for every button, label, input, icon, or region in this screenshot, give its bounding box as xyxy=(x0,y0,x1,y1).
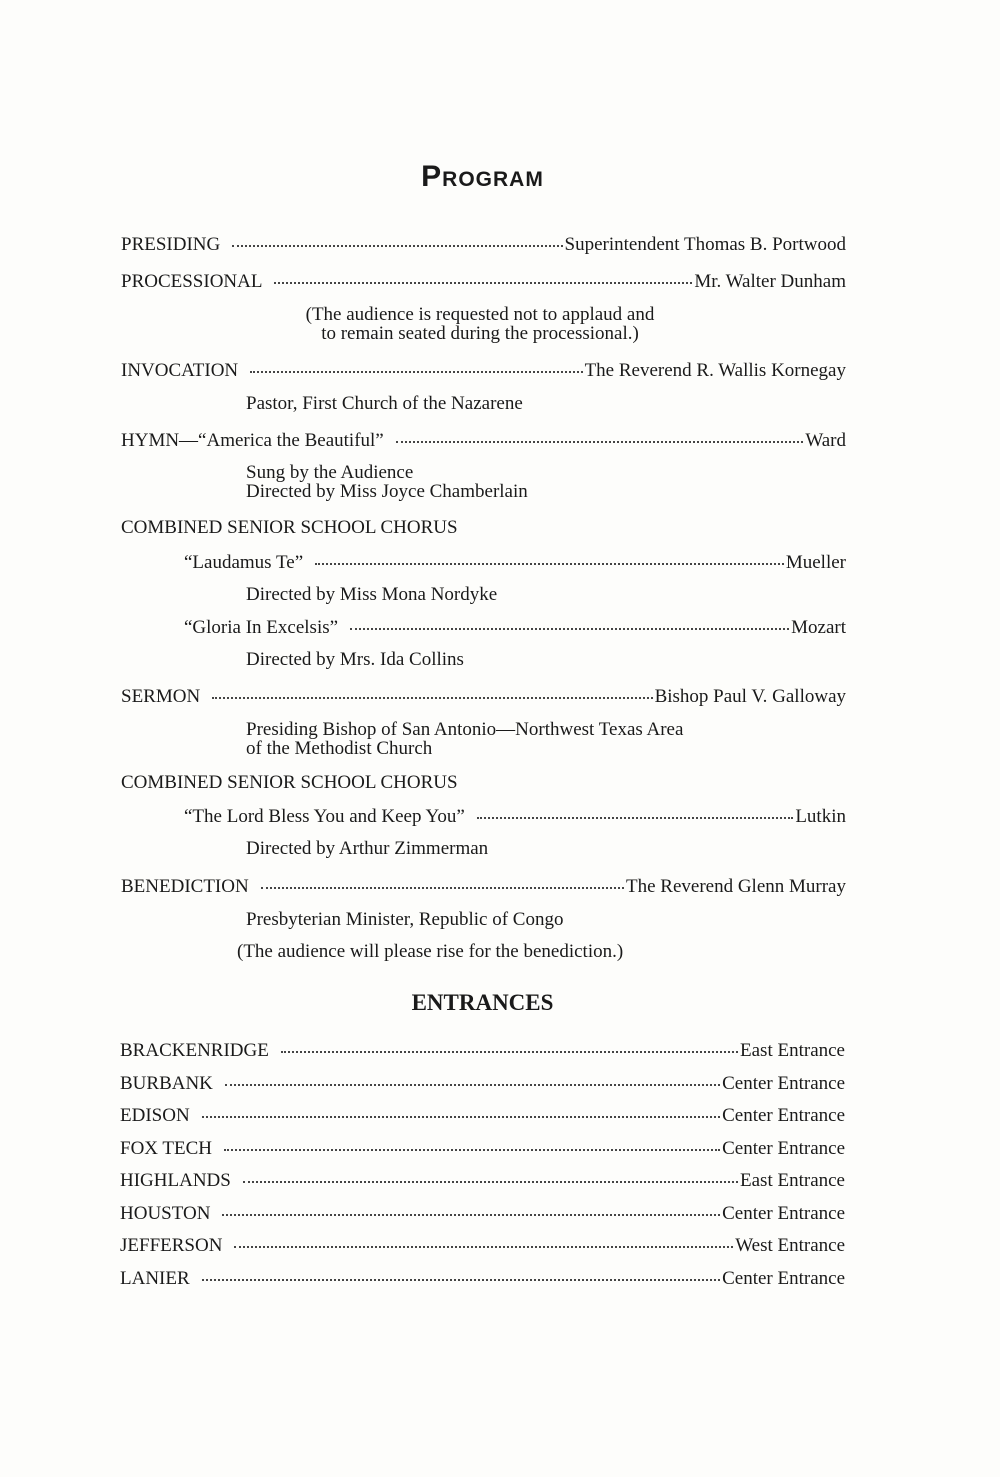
entrance-door: Center Entrance xyxy=(722,1105,845,1126)
invocation-value: The Reverend R. Wallis Kornegay xyxy=(584,360,846,381)
presiding-value: Superintendent Thomas B. Portwood xyxy=(564,234,846,255)
entrance-row xyxy=(120,1073,845,1095)
leader-dots xyxy=(225,1084,720,1086)
leader-dots xyxy=(261,887,624,889)
benediction-label: BENEDICTION xyxy=(121,876,249,897)
hymn-note xyxy=(246,463,528,501)
leader-dots xyxy=(234,1246,733,1248)
benediction-value: The Reverend Glenn Murray xyxy=(625,876,846,897)
hymn-value: Ward xyxy=(805,430,846,451)
program-title: Program xyxy=(421,160,544,193)
chorus2-song1-note: Directed by Arthur Zimmerman xyxy=(246,838,489,859)
leader-dots xyxy=(315,563,784,565)
sermon-label: SERMON xyxy=(121,686,201,707)
sermon-note-line2: of the Methodist Church xyxy=(246,738,433,759)
entrance-row xyxy=(120,1105,845,1127)
processional-row xyxy=(121,271,846,293)
entrance-row xyxy=(120,1040,845,1062)
hymn-row xyxy=(121,430,846,452)
chorus1-song1-title: “Laudamus Te” xyxy=(184,552,304,573)
leader-dots xyxy=(222,1214,720,1216)
leader-dots xyxy=(232,245,562,247)
leader-dots xyxy=(477,817,794,819)
chorus2-song1-title: “The Lord Bless You and Keep You” xyxy=(184,806,465,827)
chorus1-song2-note: Directed by Mrs. Ida Collins xyxy=(246,649,464,670)
entrance-school: HIGHLANDS xyxy=(120,1170,231,1191)
hymn-note-line1: Sung by the Audience xyxy=(246,462,414,483)
leader-dots xyxy=(202,1279,720,1281)
entrance-door: Center Entrance xyxy=(722,1202,845,1224)
entrance-school: EDISON xyxy=(120,1105,190,1126)
entrance-row xyxy=(120,1235,845,1257)
leader-dots xyxy=(250,371,582,373)
entrance-door: Center Entrance xyxy=(722,1267,845,1289)
chorus1-song1-composer: Mueller xyxy=(785,552,846,573)
entrance-row xyxy=(120,1268,845,1290)
benediction-note1: Presbyterian Minister, Republic of Congo xyxy=(246,909,564,930)
hymn-note-line2: Directed by Miss Joyce Chamberlain xyxy=(246,481,528,502)
chorus1-song2-composer: Mozart xyxy=(791,617,846,638)
chorus1-song1-note: Directed by Miss Mona Nordyke xyxy=(246,584,498,605)
sermon-note xyxy=(246,720,683,758)
chorus1-song1-row xyxy=(184,552,846,574)
sermon-value: Bishop Paul V. Galloway xyxy=(654,686,846,707)
entrance-door: West Entrance xyxy=(735,1235,845,1256)
entrance-school: LANIER xyxy=(120,1267,190,1289)
hymn-label: HYMN—“America the Beautiful” xyxy=(121,430,384,451)
sermon-row xyxy=(121,686,846,708)
benediction-row xyxy=(121,876,846,898)
chorus1-song2-row xyxy=(184,617,846,639)
entrance-row xyxy=(120,1138,845,1160)
processional-note xyxy=(260,305,700,343)
leader-dots xyxy=(202,1116,720,1118)
leader-dots xyxy=(224,1149,720,1151)
chorus2-song1-composer: Lutkin xyxy=(795,806,846,827)
presiding-label: PRESIDING xyxy=(121,234,221,255)
leader-dots xyxy=(212,697,652,699)
invocation-note: Pastor, First Church of the Nazarene xyxy=(246,393,523,414)
benediction-note2: (The audience will please rise for the benediction.) xyxy=(237,941,624,962)
invocation-row xyxy=(121,360,846,382)
entrance-door: East Entrance xyxy=(740,1040,845,1061)
entrance-row xyxy=(120,1170,845,1192)
entrance-school: JEFFERSON xyxy=(120,1235,223,1256)
entrance-door: East Entrance xyxy=(740,1170,845,1191)
entrance-school: BURBANK xyxy=(120,1072,213,1094)
chorus2-song1-row xyxy=(184,806,846,828)
sermon-note-line1: Presiding Bishop of San Antonio—Northwest Texas Area xyxy=(246,719,684,740)
leader-dots xyxy=(281,1051,738,1053)
chorus1-heading: COMBINED SENIOR SCHOOL CHORUS xyxy=(121,517,458,538)
leader-dots xyxy=(350,628,789,630)
entrance-row xyxy=(120,1203,845,1225)
presiding-row xyxy=(121,234,846,256)
entrance-school: FOX TECH xyxy=(120,1137,213,1159)
chorus1-song2-title: “Gloria In Excelsis” xyxy=(184,617,339,638)
chorus2-heading: COMBINED SENIOR SCHOOL CHORUS xyxy=(121,772,458,793)
processional-note-line1: (The audience is requested not to applaud and xyxy=(305,304,655,325)
entrance-school: BRACKENRIDGE xyxy=(120,1040,269,1061)
entrance-door: Center Entrance xyxy=(722,1137,845,1159)
entrance-school: HOUSTON xyxy=(120,1202,211,1224)
leader-dots xyxy=(243,1181,738,1183)
invocation-label: INVOCATION xyxy=(121,360,239,381)
entrance-door: Center Entrance xyxy=(722,1072,845,1094)
processional-note-line2: to remain seated during the processional.) xyxy=(321,323,639,344)
processional-value: Mr. Walter Dunham xyxy=(694,271,846,292)
processional-label: PROCESSIONAL xyxy=(121,271,263,292)
leader-dots xyxy=(396,441,804,443)
entrances-title: ENTRANCES xyxy=(411,990,554,1015)
leader-dots xyxy=(274,282,692,284)
